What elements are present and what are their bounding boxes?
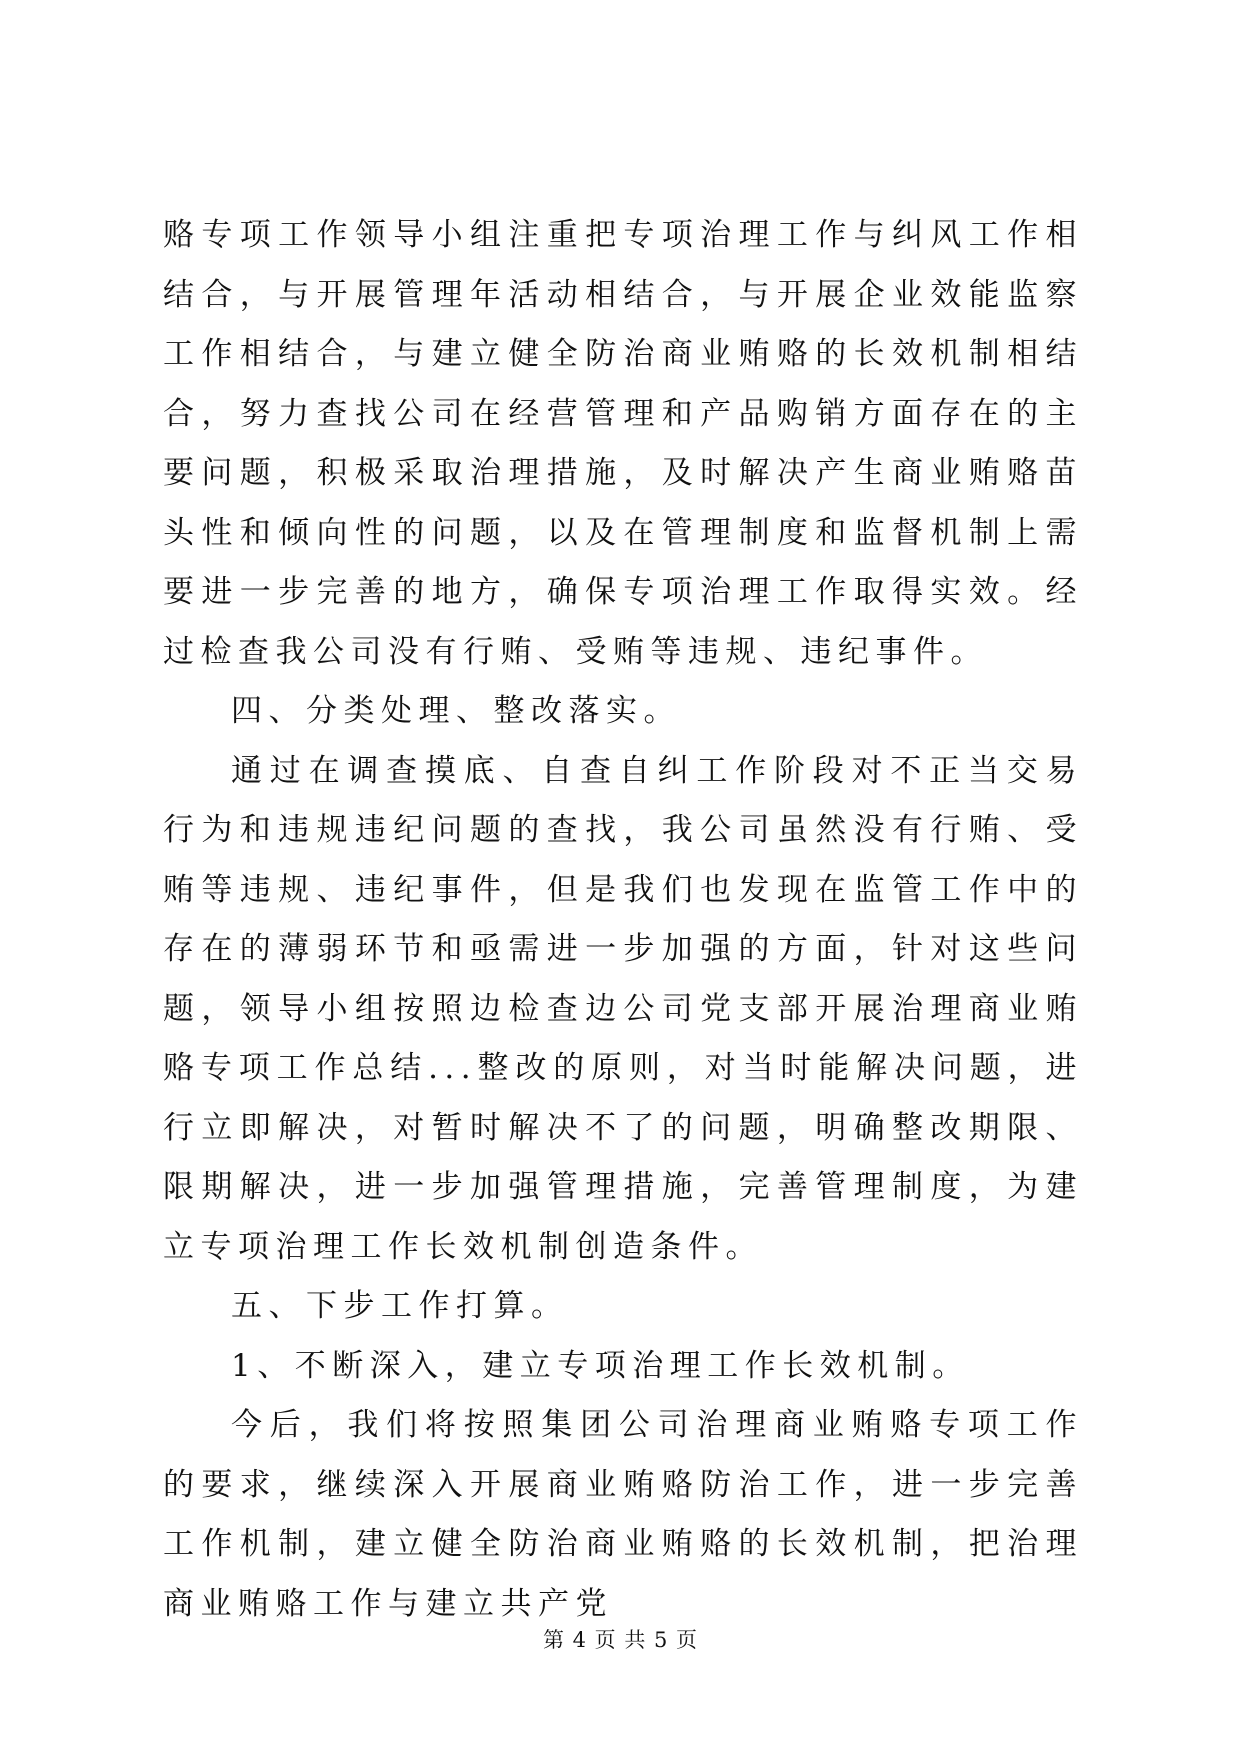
page-number-footer: 第 4 页 共 5 页 [542,1628,699,1652]
section-heading-4: 四、分类处理、整改落实。 [231,693,681,729]
document-body [163,206,1083,1634]
paragraph-rectification: 通过在调查摸底、自查自纠工作阶段对不正当交易行为和违规违纪问题的查找，我公司虽然没有行贿、受贿等违规、违纪事件，但是我们也发现在监管工作中的存在的薄弱环节和亟需进一步加强的方面，针对这些问题，领导小组按照边检查边公司党支部开展治理商业贿赂专项工作总结...整改的原则，对当时能解决问题，进行立即解决，对暂时解决不了的问题，明确整改期限、限期解决，进一步加强管理措施，完善管理制度，为建立专项治理工作长效机制创造条件。 [163,752,1083,1265]
paragraph-continuation: 赂专项工作领导小组注重把专项治理工作与纠风工作相结合，与开展管理年活动相结合，与开展企业效能监察工作相结合，与建立健全防治商业贿赂的长效机制相结合，努力查找公司在经营管理和产品购销方面存在的主要问题，积极采取治理措施，及时解决产生商业贿赂苗头性和倾向性的问题，以及在管理制度和监督机制上需要进一步完善的地方，确保专项治理工作取得实效。经过检查我公司没有行贿、受贿等违规、违纪事件。 [163,217,1083,670]
subsection-heading-1: 1、不断深入，建立专项治理工作长效机制。 [231,1347,970,1384]
paragraph-future-plan: 今后，我们将按照集团公司治理商业贿赂专项工作的要求，继续深入开展商业贿赂防治工作，进一步完善工作机制，建立健全防治商业贿赂的长效机制，把治理商业贿赂工作与建立共产党 [163,1407,1083,1622]
section-heading-5: 五、下步工作打算。 [231,1288,569,1324]
